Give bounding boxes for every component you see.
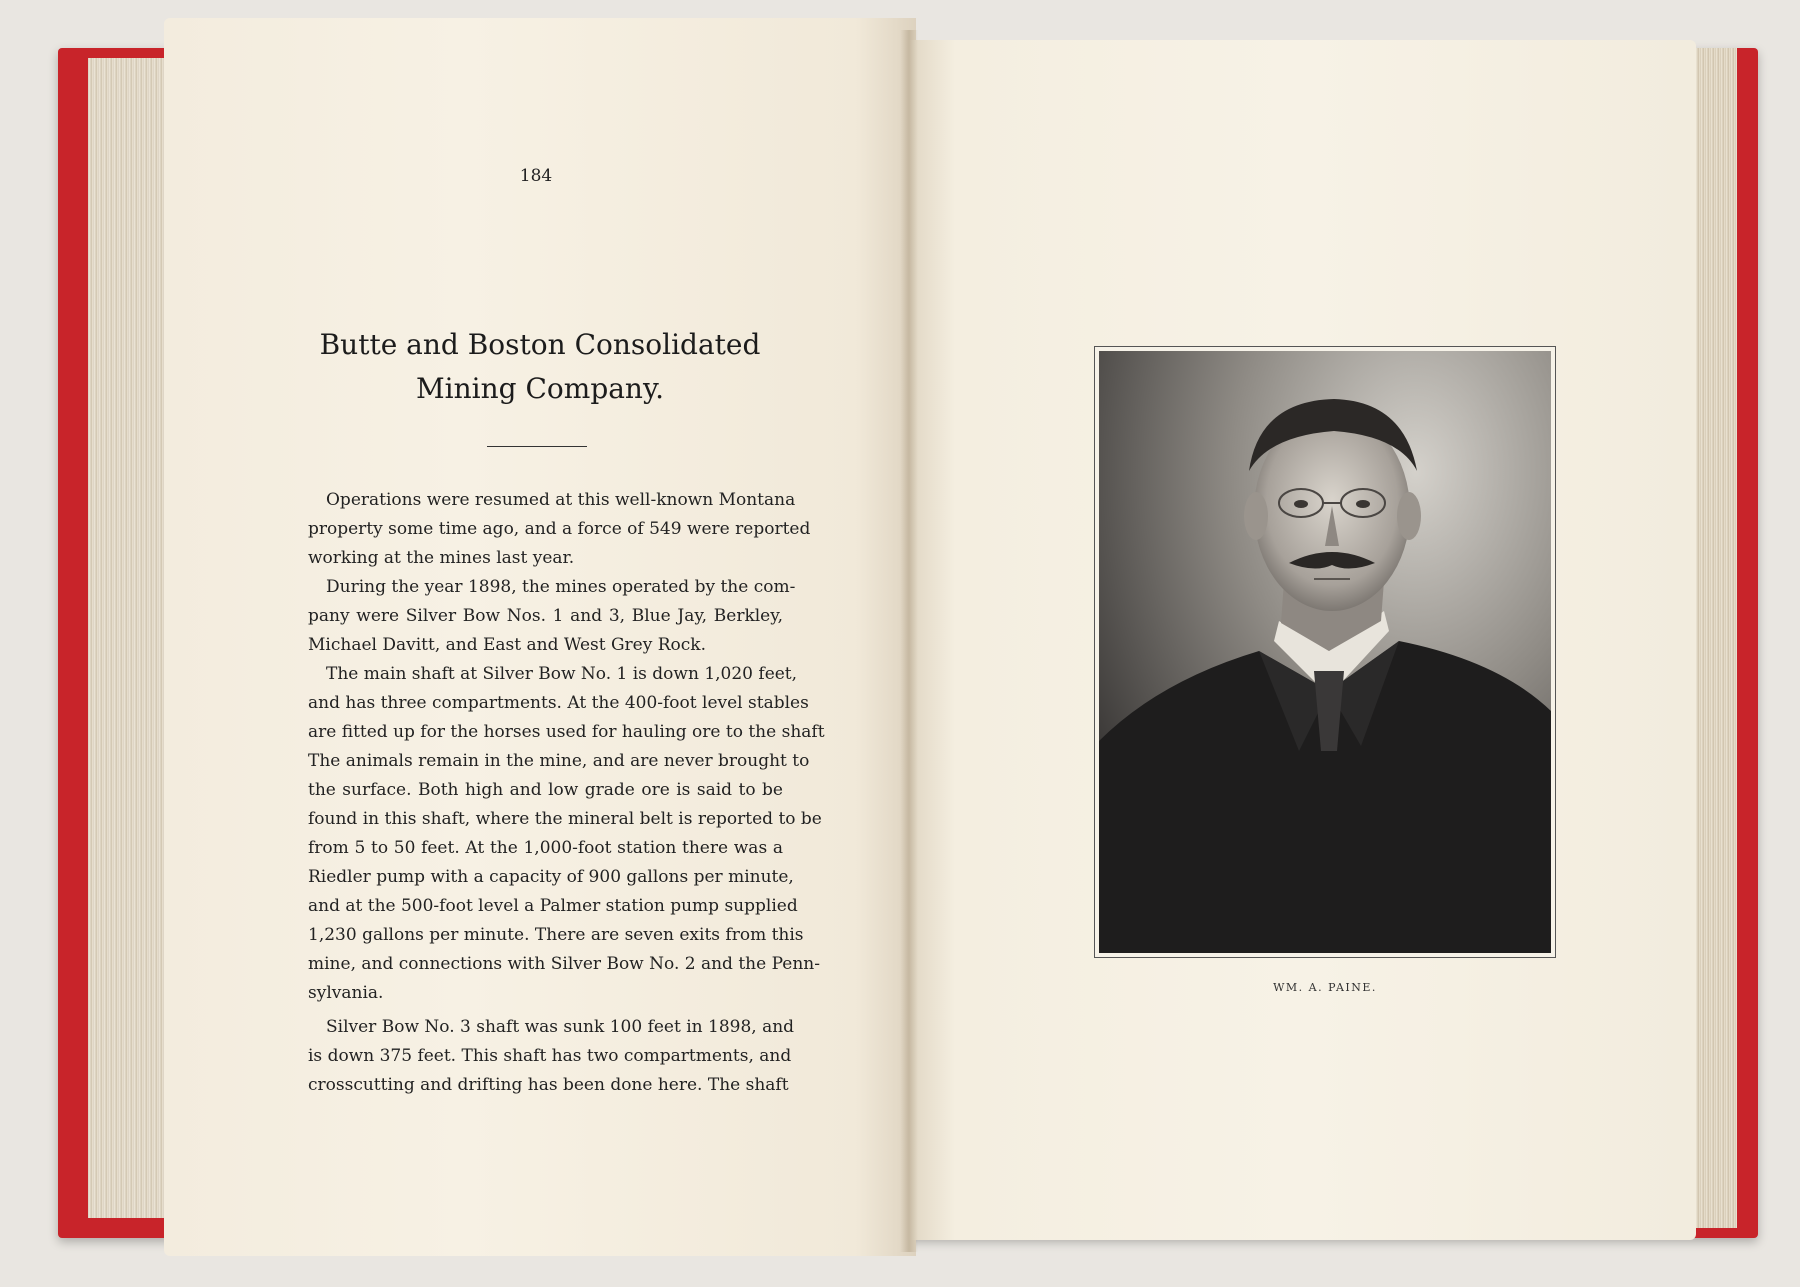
- title-divider: [487, 446, 587, 447]
- body-line: Michael Davitt, and East and West Grey Rock.: [308, 635, 707, 655]
- body-line: pany were Silver Bow Nos. 1 and 3, Blue Jay, Berkley,: [308, 606, 783, 626]
- chapter-title: [300, 323, 780, 411]
- portrait-caption: WM. A. PAINE.: [1273, 981, 1377, 994]
- body-line: is down 375 feet. This shaft has two compartments, and: [308, 1046, 792, 1066]
- body-line: found in this shaft, where the mineral belt is reported to be: [308, 809, 822, 829]
- body-line: working at the mines last year.: [308, 548, 575, 568]
- body-line: During the year 1898, the mines operated by the com-: [326, 577, 796, 597]
- body-line: mine, and connections with Silver Bow No. 2 and the Penn-: [308, 954, 820, 974]
- body-line: Operations were resumed at this well-known Montana: [326, 490, 796, 510]
- body-line: and at the 500-foot level a Palmer station pump supplied: [308, 896, 798, 916]
- book-gutter: [900, 30, 918, 1252]
- body-line: Silver Bow No. 3 shaft was sunk 100 feet in 1898, and: [326, 1017, 795, 1037]
- body-line: Riedler pump with a capacity of 900 gallons per minute,: [308, 867, 794, 887]
- portrait-figure: [1099, 351, 1551, 953]
- page-number: 184: [519, 166, 553, 186]
- chapter-title-line-2: Mining Company.: [416, 372, 664, 405]
- body-line: the surface. Both high and low grade ore is said to be: [308, 780, 783, 800]
- body-line: property some time ago, and a force of 549 were reported: [308, 519, 811, 539]
- body-line: The animals remain in the mine, and are never brought to: [308, 751, 810, 771]
- body-line: The main shaft at Silver Bow No. 1 is down 1,020 feet,: [326, 664, 798, 684]
- body-line: 1,230 gallons per minute. There are seven exits from this: [308, 925, 804, 945]
- chapter-title-line-1: Butte and Boston Consolidated: [319, 328, 761, 361]
- body-line: sylvania.: [308, 983, 384, 1003]
- body-line: are fitted up for the horses used for hauling ore to the shaft: [308, 722, 825, 742]
- body-line: crosscutting and drifting has been done here. The shaft: [308, 1075, 789, 1095]
- portrait-frame: [1094, 346, 1556, 958]
- portrait-photo: [1099, 351, 1551, 953]
- body-line: and has three compartments. At the 400-foot level stables: [308, 693, 809, 713]
- body-line: from 5 to 50 feet. At the 1,000-foot station there was a: [308, 838, 783, 858]
- page-edges-left: [88, 58, 170, 1218]
